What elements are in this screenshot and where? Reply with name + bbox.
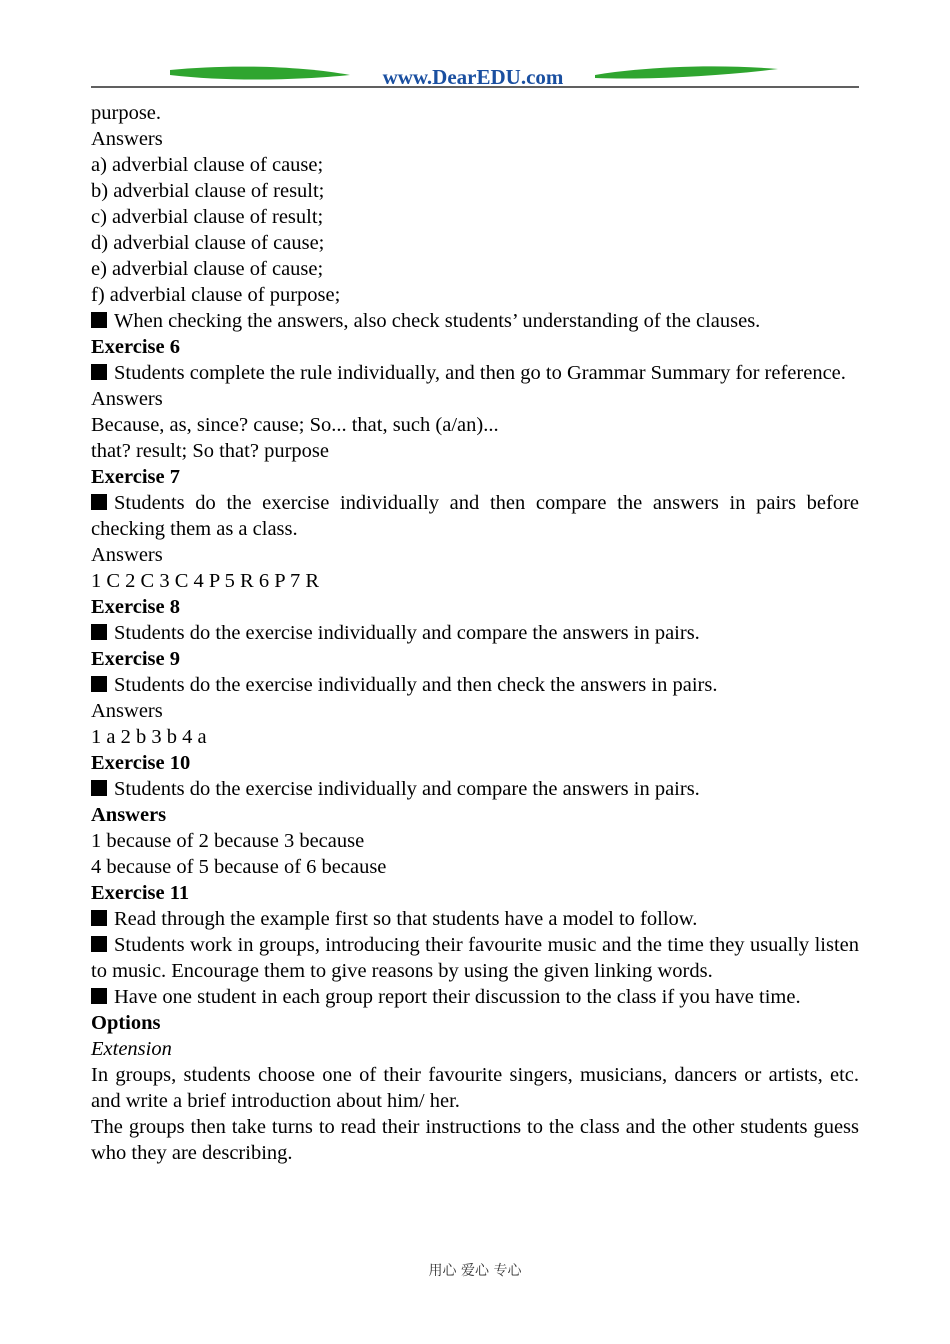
bullet-text: Students complete the rule individually, and then go to Grammar Summary for reference. bbox=[114, 362, 846, 384]
bullet-square-icon bbox=[91, 494, 107, 510]
bullet-text: Students do the exercise individually and then compare the answers in pairs before checking them as a class. bbox=[91, 492, 859, 540]
section-heading: Options bbox=[91, 1012, 161, 1034]
answers-label: Answers bbox=[91, 544, 163, 566]
bullet-text: Students do the exercise individually and then check the answers in pairs. bbox=[114, 674, 718, 696]
site-logo-text: www.DearEDU.com bbox=[382, 65, 564, 89]
bullet-item bbox=[91, 906, 859, 932]
answer-line: a) adverbial clause of cause; bbox=[91, 154, 324, 176]
bullet-text: Read through the example first so that students have a model to follow. bbox=[114, 908, 698, 930]
bullet-item bbox=[91, 308, 859, 334]
answer-line: 1 C 2 C 3 C 4 P 5 R 6 P 7 R bbox=[91, 570, 320, 592]
subsection-heading: Extension bbox=[91, 1038, 172, 1060]
paragraph: In groups, students choose one of their favourite singers, musicians, dancers or artists, etc. and write a brief introduction about him/ her. bbox=[91, 1064, 859, 1112]
answer-line: b) adverbial clause of result; bbox=[91, 180, 325, 202]
exercise-heading: Exercise 6 bbox=[91, 336, 180, 358]
bullet-item bbox=[91, 672, 859, 698]
bullet-square-icon bbox=[91, 312, 107, 328]
header-banner bbox=[0, 0, 950, 100]
bullet-item bbox=[91, 490, 859, 542]
exercise-heading: Exercise 8 bbox=[91, 596, 180, 618]
answers-label: Answers bbox=[91, 700, 163, 722]
page-footer: 用心 爱心 专心 bbox=[428, 1263, 522, 1279]
bullet-square-icon bbox=[91, 910, 107, 926]
answer-line: d) adverbial clause of cause; bbox=[91, 232, 325, 254]
right-swoosh bbox=[595, 66, 778, 78]
exercise-heading: Exercise 11 bbox=[91, 882, 190, 904]
bullet-item bbox=[91, 620, 859, 646]
answer-line: e) adverbial clause of cause; bbox=[91, 258, 324, 280]
bullet-text: Students do the exercise individually and compare the answers in pairs. bbox=[114, 622, 700, 644]
answers-label: Answers bbox=[91, 388, 163, 410]
answer-line: 1 because of 2 because 3 because bbox=[91, 830, 365, 852]
left-swoosh bbox=[170, 67, 350, 80]
bullet-item bbox=[91, 776, 859, 802]
bullet-square-icon bbox=[91, 676, 107, 692]
exercise-heading: Exercise 7 bbox=[91, 466, 180, 488]
page-header bbox=[0, 0, 950, 100]
bullet-text: Have one student in each group report their discussion to the class if you have time. bbox=[114, 986, 801, 1008]
text-line: purpose. bbox=[91, 102, 162, 124]
answer-line: 1 a 2 b 3 b 4 a bbox=[91, 726, 207, 748]
answer-line: that? result; So that? purpose bbox=[91, 440, 329, 462]
answers-label: Answers bbox=[91, 128, 163, 150]
bullet-text: Students do the exercise individually and compare the answers in pairs. bbox=[114, 778, 700, 800]
bullet-item bbox=[91, 932, 859, 984]
exercise-heading: Exercise 9 bbox=[91, 648, 180, 670]
bullet-square-icon bbox=[91, 364, 107, 380]
bullet-item bbox=[91, 984, 859, 1010]
paragraph: The groups then take turns to read their instructions to the class and the other students guess who they are describing. bbox=[91, 1116, 859, 1164]
answer-line: f) adverbial clause of purpose; bbox=[91, 284, 341, 306]
answer-line: c) adverbial clause of result; bbox=[91, 206, 324, 228]
bullet-square-icon bbox=[91, 936, 107, 952]
document-body bbox=[91, 100, 859, 1166]
bullet-square-icon bbox=[91, 780, 107, 796]
answer-line: Because, as, since? cause; So... that, such (a/an)... bbox=[91, 414, 499, 436]
bullet-text: Students work in groups, introducing their favourite music and the time they usually listen to music. Encourage them to give reasons by using the given linking words. bbox=[91, 934, 859, 982]
answer-line: 4 because of 5 because of 6 because bbox=[91, 856, 387, 878]
bullet-square-icon bbox=[91, 988, 107, 1004]
bullet-square-icon bbox=[91, 624, 107, 640]
bullet-text: When checking the answers, also check students’ understanding of the clauses. bbox=[114, 310, 761, 332]
bullet-item bbox=[91, 360, 859, 386]
answers-label: Answers bbox=[91, 804, 167, 826]
exercise-heading: Exercise 10 bbox=[91, 752, 191, 774]
